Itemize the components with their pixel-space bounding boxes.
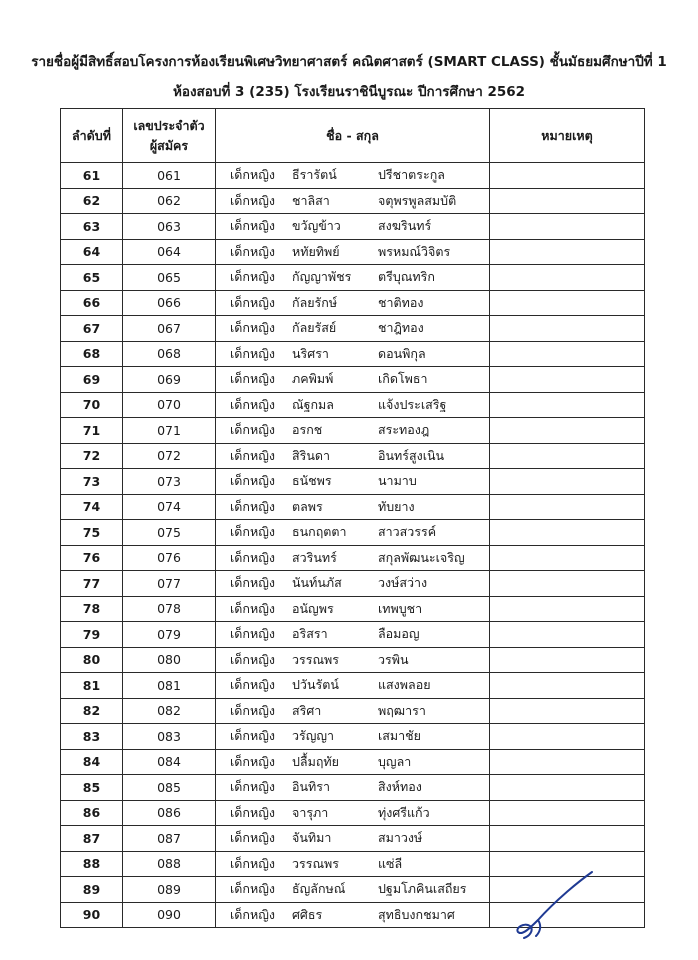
table-row bbox=[61, 698, 645, 724]
last-name: ตรีบุณทริก bbox=[378, 269, 435, 285]
last-name: ทุ่งศรีแก้ว bbox=[378, 804, 430, 820]
row-full-name bbox=[216, 494, 490, 520]
row-order: 79 bbox=[61, 622, 123, 648]
name-prefix: เด็กหญิง bbox=[230, 243, 275, 259]
row-order: 66 bbox=[61, 290, 123, 316]
first-name: กัลยรัสย์ bbox=[292, 320, 337, 336]
last-name: แซ่ลี bbox=[378, 855, 403, 871]
first-name: กัญญาพัชร bbox=[292, 269, 352, 285]
row-applicant-id: 088 bbox=[123, 851, 216, 877]
col-header-name: ชื่อ - สกุล bbox=[216, 109, 490, 163]
first-name: จารุภา bbox=[292, 804, 329, 820]
row-order: 72 bbox=[61, 443, 123, 469]
row-applicant-id: 076 bbox=[123, 545, 216, 571]
row-full-name bbox=[216, 239, 490, 265]
row-order: 75 bbox=[61, 520, 123, 546]
first-name: ปลื้มฤทัย bbox=[292, 753, 339, 769]
first-name: ธัญลักษณ์ bbox=[292, 881, 346, 897]
last-name: ชาติทอง bbox=[378, 294, 424, 310]
name-prefix: เด็กหญิง bbox=[230, 728, 275, 744]
row-full-name bbox=[216, 851, 490, 877]
first-name: ขวัญข้าว bbox=[292, 218, 341, 234]
first-name: อนัญพร bbox=[292, 600, 334, 616]
row-note bbox=[490, 290, 645, 316]
table-row bbox=[61, 596, 645, 622]
row-applicant-id: 066 bbox=[123, 290, 216, 316]
exam-room-subtitle: ห้องสอบที่ 3 (235) โรงเรียนราชินีบูรณะ ปีการศึกษา 2562 bbox=[172, 84, 526, 100]
row-note bbox=[490, 596, 645, 622]
row-applicant-id: 075 bbox=[123, 520, 216, 546]
last-name: เสมาชัย bbox=[378, 728, 421, 744]
name-prefix: เด็กหญิง bbox=[230, 371, 275, 387]
row-full-name bbox=[216, 800, 490, 826]
last-name: สกุลพัฒนะเจริญ bbox=[378, 549, 465, 565]
first-name: วรรณพร bbox=[292, 651, 339, 667]
last-name: เทพบูชา bbox=[378, 600, 423, 616]
row-applicant-id: 068 bbox=[123, 341, 216, 367]
name-prefix: เด็กหญิง bbox=[230, 167, 275, 183]
row-order: 86 bbox=[61, 800, 123, 826]
row-applicant-id: 081 bbox=[123, 673, 216, 699]
first-name: วรัญญา bbox=[292, 728, 335, 744]
row-note bbox=[490, 724, 645, 750]
last-name: อินทร์สูงเนิน bbox=[378, 447, 445, 463]
name-prefix: เด็กหญิง bbox=[230, 294, 275, 310]
row-full-name bbox=[216, 265, 490, 291]
name-prefix: เด็กหญิง bbox=[230, 804, 275, 820]
name-prefix: เด็กหญิง bbox=[230, 830, 275, 846]
table-row bbox=[61, 265, 645, 291]
table-row bbox=[61, 392, 645, 418]
row-full-name bbox=[216, 214, 490, 240]
row-full-name bbox=[216, 596, 490, 622]
row-note bbox=[490, 494, 645, 520]
row-applicant-id: 087 bbox=[123, 826, 216, 852]
last-name: สิงห์ทอง bbox=[378, 779, 422, 795]
row-note bbox=[490, 673, 645, 699]
name-prefix: เด็กหญิง bbox=[230, 677, 275, 693]
name-prefix: เด็กหญิง bbox=[230, 575, 275, 591]
first-name: สิรินดา bbox=[292, 447, 331, 463]
row-full-name bbox=[216, 341, 490, 367]
row-note bbox=[490, 622, 645, 648]
row-order: 74 bbox=[61, 494, 123, 520]
row-full-name bbox=[216, 545, 490, 571]
row-applicant-id: 090 bbox=[123, 902, 216, 928]
name-prefix: เด็กหญิง bbox=[230, 447, 275, 463]
row-full-name bbox=[216, 647, 490, 673]
table-row bbox=[61, 469, 645, 495]
table-row bbox=[61, 724, 645, 750]
col-header-order: ลำดับที่ bbox=[61, 109, 123, 163]
row-applicant-id: 072 bbox=[123, 443, 216, 469]
row-note bbox=[490, 443, 645, 469]
table-row bbox=[61, 800, 645, 826]
first-name: จันทิมา bbox=[292, 830, 332, 846]
table-row bbox=[61, 826, 645, 852]
row-applicant-id: 065 bbox=[123, 265, 216, 291]
table-row bbox=[61, 443, 645, 469]
last-name: ลือมอญ bbox=[378, 626, 420, 642]
row-note bbox=[490, 698, 645, 724]
row-note bbox=[490, 367, 645, 393]
row-full-name bbox=[216, 902, 490, 928]
handwritten-signature bbox=[512, 868, 596, 940]
first-name: สริศา bbox=[292, 702, 322, 718]
row-note bbox=[490, 418, 645, 444]
row-applicant-id: 069 bbox=[123, 367, 216, 393]
row-note bbox=[490, 545, 645, 571]
row-full-name bbox=[216, 877, 490, 903]
last-name: จตุพรพูลสมบัติ bbox=[378, 192, 457, 208]
row-applicant-id: 070 bbox=[123, 392, 216, 418]
last-name: เกิดโพธา bbox=[378, 371, 428, 387]
row-full-name bbox=[216, 826, 490, 852]
row-applicant-id: 077 bbox=[123, 571, 216, 597]
col-header-applicant-line1: เลขประจำตัว bbox=[133, 117, 205, 133]
table-body bbox=[61, 163, 645, 928]
table-row bbox=[61, 647, 645, 673]
row-order: 67 bbox=[61, 316, 123, 342]
last-name: ปรีชาตระกูล bbox=[378, 167, 445, 183]
last-name: สงฆรินทร์ bbox=[378, 218, 432, 234]
row-order: 78 bbox=[61, 596, 123, 622]
first-name: ศศิธร bbox=[292, 906, 323, 922]
row-full-name bbox=[216, 775, 490, 801]
row-applicant-id: 078 bbox=[123, 596, 216, 622]
row-order: 65 bbox=[61, 265, 123, 291]
row-order: 63 bbox=[61, 214, 123, 240]
row-note bbox=[490, 316, 645, 342]
row-applicant-id: 062 bbox=[123, 188, 216, 214]
name-prefix: เด็กหญิง bbox=[230, 626, 275, 642]
row-full-name bbox=[216, 698, 490, 724]
first-name: ภคพิมพ์ bbox=[292, 371, 334, 387]
row-order: 71 bbox=[61, 418, 123, 444]
row-note bbox=[490, 265, 645, 291]
row-applicant-id: 085 bbox=[123, 775, 216, 801]
name-prefix: เด็กหญิง bbox=[230, 498, 275, 514]
first-name: อินทิรา bbox=[292, 779, 331, 795]
row-full-name bbox=[216, 571, 490, 597]
last-name: สระทองฎ bbox=[378, 422, 430, 438]
first-name: วรรณพร bbox=[292, 855, 339, 871]
first-name: สวรินทร์ bbox=[292, 549, 337, 565]
first-name: ณัฐกมล bbox=[292, 396, 334, 412]
row-order: 85 bbox=[61, 775, 123, 801]
row-full-name bbox=[216, 749, 490, 775]
name-prefix: เด็กหญิง bbox=[230, 269, 275, 285]
last-name: แจ้งประเสริฐ bbox=[378, 396, 447, 412]
last-name: วงษ์สว่าง bbox=[378, 575, 428, 591]
row-note bbox=[490, 647, 645, 673]
row-full-name bbox=[216, 520, 490, 546]
table-row bbox=[61, 367, 645, 393]
col-header-note: หมายเหตุ bbox=[490, 109, 645, 163]
first-name: กัลยรักษ์ bbox=[292, 294, 338, 310]
table-row bbox=[61, 494, 645, 520]
last-name: ทับยาง bbox=[378, 498, 415, 514]
row-order: 90 bbox=[61, 902, 123, 928]
last-name: ปฐมโภคินเสถียร bbox=[378, 881, 467, 897]
row-note bbox=[490, 163, 645, 189]
row-applicant-id: 084 bbox=[123, 749, 216, 775]
row-order: 83 bbox=[61, 724, 123, 750]
row-applicant-id: 080 bbox=[123, 647, 216, 673]
table-row bbox=[61, 545, 645, 571]
row-note bbox=[490, 469, 645, 495]
row-order: 64 bbox=[61, 239, 123, 265]
name-prefix: เด็กหญิง bbox=[230, 549, 275, 565]
last-name: ชาฎิทอง bbox=[378, 320, 424, 336]
first-name: นริศรา bbox=[292, 345, 329, 361]
name-prefix: เด็กหญิง bbox=[230, 855, 275, 871]
first-name: ธนัชพร bbox=[292, 473, 332, 489]
name-prefix: เด็กหญิง bbox=[230, 422, 275, 438]
last-name: สมาวงษ์ bbox=[378, 830, 423, 846]
row-full-name bbox=[216, 418, 490, 444]
last-name: ดอนพิกุล bbox=[378, 345, 426, 361]
row-full-name bbox=[216, 188, 490, 214]
name-prefix: เด็กหญิง bbox=[230, 320, 275, 336]
row-full-name bbox=[216, 367, 490, 393]
last-name: นามาบ bbox=[378, 473, 417, 489]
name-prefix: เด็กหญิง bbox=[230, 906, 275, 922]
row-note bbox=[490, 826, 645, 852]
row-full-name bbox=[216, 724, 490, 750]
last-name: พฤฒารา bbox=[378, 702, 426, 718]
row-order: 77 bbox=[61, 571, 123, 597]
table-row bbox=[61, 188, 645, 214]
last-name: วรพิน bbox=[378, 651, 409, 667]
row-full-name bbox=[216, 673, 490, 699]
row-full-name bbox=[216, 316, 490, 342]
row-applicant-id: 082 bbox=[123, 698, 216, 724]
row-applicant-id: 079 bbox=[123, 622, 216, 648]
table-row bbox=[61, 290, 645, 316]
table-row bbox=[61, 316, 645, 342]
table-row bbox=[61, 239, 645, 265]
row-note bbox=[490, 775, 645, 801]
row-full-name bbox=[216, 443, 490, 469]
table-row bbox=[61, 163, 645, 189]
row-order: 76 bbox=[61, 545, 123, 571]
table-row bbox=[61, 520, 645, 546]
name-prefix: เด็กหญิง bbox=[230, 702, 275, 718]
row-note bbox=[490, 341, 645, 367]
row-full-name bbox=[216, 622, 490, 648]
name-prefix: เด็กหญิง bbox=[230, 779, 275, 795]
name-prefix: เด็กหญิง bbox=[230, 524, 275, 540]
row-full-name bbox=[216, 163, 490, 189]
first-name: หทัยทิพย์ bbox=[292, 243, 340, 259]
row-applicant-id: 071 bbox=[123, 418, 216, 444]
row-order: 82 bbox=[61, 698, 123, 724]
table-row bbox=[61, 673, 645, 699]
row-applicant-id: 064 bbox=[123, 239, 216, 265]
row-applicant-id: 061 bbox=[123, 163, 216, 189]
table-row bbox=[61, 775, 645, 801]
last-name: สาวสวรรค์ bbox=[378, 524, 437, 540]
first-name: ชาลิสา bbox=[292, 192, 330, 208]
table-row bbox=[61, 214, 645, 240]
row-order: 80 bbox=[61, 647, 123, 673]
row-applicant-id: 067 bbox=[123, 316, 216, 342]
first-name: ธนกฤตตา bbox=[292, 524, 347, 540]
name-prefix: เด็กหญิง bbox=[230, 345, 275, 361]
row-order: 62 bbox=[61, 188, 123, 214]
table-row bbox=[61, 571, 645, 597]
first-name: ปวันรัตน์ bbox=[292, 677, 339, 693]
row-applicant-id: 083 bbox=[123, 724, 216, 750]
first-name: อรกช bbox=[292, 422, 323, 438]
row-note bbox=[490, 239, 645, 265]
row-note bbox=[490, 520, 645, 546]
name-prefix: เด็กหญิง bbox=[230, 881, 275, 897]
row-order: 88 bbox=[61, 851, 123, 877]
last-name: บุญลา bbox=[378, 753, 412, 769]
row-applicant-id: 089 bbox=[123, 877, 216, 903]
table-header-row bbox=[61, 109, 645, 163]
row-full-name bbox=[216, 469, 490, 495]
row-applicant-id: 074 bbox=[123, 494, 216, 520]
row-note bbox=[490, 392, 645, 418]
row-note bbox=[490, 571, 645, 597]
name-prefix: เด็กหญิง bbox=[230, 396, 275, 412]
name-prefix: เด็กหญิง bbox=[230, 218, 275, 234]
row-order: 87 bbox=[61, 826, 123, 852]
table-row bbox=[61, 341, 645, 367]
row-order: 89 bbox=[61, 877, 123, 903]
name-prefix: เด็กหญิง bbox=[230, 600, 275, 616]
name-prefix: เด็กหญิง bbox=[230, 192, 275, 208]
row-full-name bbox=[216, 290, 490, 316]
row-order: 70 bbox=[61, 392, 123, 418]
row-applicant-id: 063 bbox=[123, 214, 216, 240]
table-row bbox=[61, 622, 645, 648]
row-note bbox=[490, 214, 645, 240]
row-order: 61 bbox=[61, 163, 123, 189]
row-order: 84 bbox=[61, 749, 123, 775]
first-name: นันท์นภัส bbox=[292, 575, 342, 591]
row-order: 81 bbox=[61, 673, 123, 699]
row-note bbox=[490, 188, 645, 214]
first-name: อริสรา bbox=[292, 626, 328, 642]
col-header-applicant-id bbox=[123, 109, 216, 163]
table-row bbox=[61, 749, 645, 775]
row-order: 68 bbox=[61, 341, 123, 367]
col-header-applicant-line2: ผู้สมัคร bbox=[149, 137, 189, 153]
name-prefix: เด็กหญิง bbox=[230, 473, 275, 489]
name-prefix: เด็กหญิง bbox=[230, 651, 275, 667]
row-full-name bbox=[216, 392, 490, 418]
last-name: พรหมณ์วิจิตร bbox=[378, 243, 451, 259]
name-prefix: เด็กหญิง bbox=[230, 753, 275, 769]
row-order: 73 bbox=[61, 469, 123, 495]
document-title: รายชื่อผู้มีสิทธิ์สอบโครงการห้องเรียนพิเศษวิทยาศาสตร์ คณิตศาสตร์ (SMART CLASS) ชั้นมัธยมศึกษาปีที่ 1 bbox=[31, 54, 667, 70]
row-note bbox=[490, 749, 645, 775]
last-name: สุทธิบงกชมาศ bbox=[378, 906, 455, 922]
row-applicant-id: 073 bbox=[123, 469, 216, 495]
row-applicant-id: 086 bbox=[123, 800, 216, 826]
first-name: ตลพร bbox=[292, 498, 323, 514]
row-order: 69 bbox=[61, 367, 123, 393]
row-note bbox=[490, 800, 645, 826]
last-name: แสงพลอย bbox=[378, 677, 431, 693]
table-row bbox=[61, 418, 645, 444]
first-name: ธีรารัตน์ bbox=[292, 167, 337, 183]
candidate-table bbox=[60, 108, 645, 928]
